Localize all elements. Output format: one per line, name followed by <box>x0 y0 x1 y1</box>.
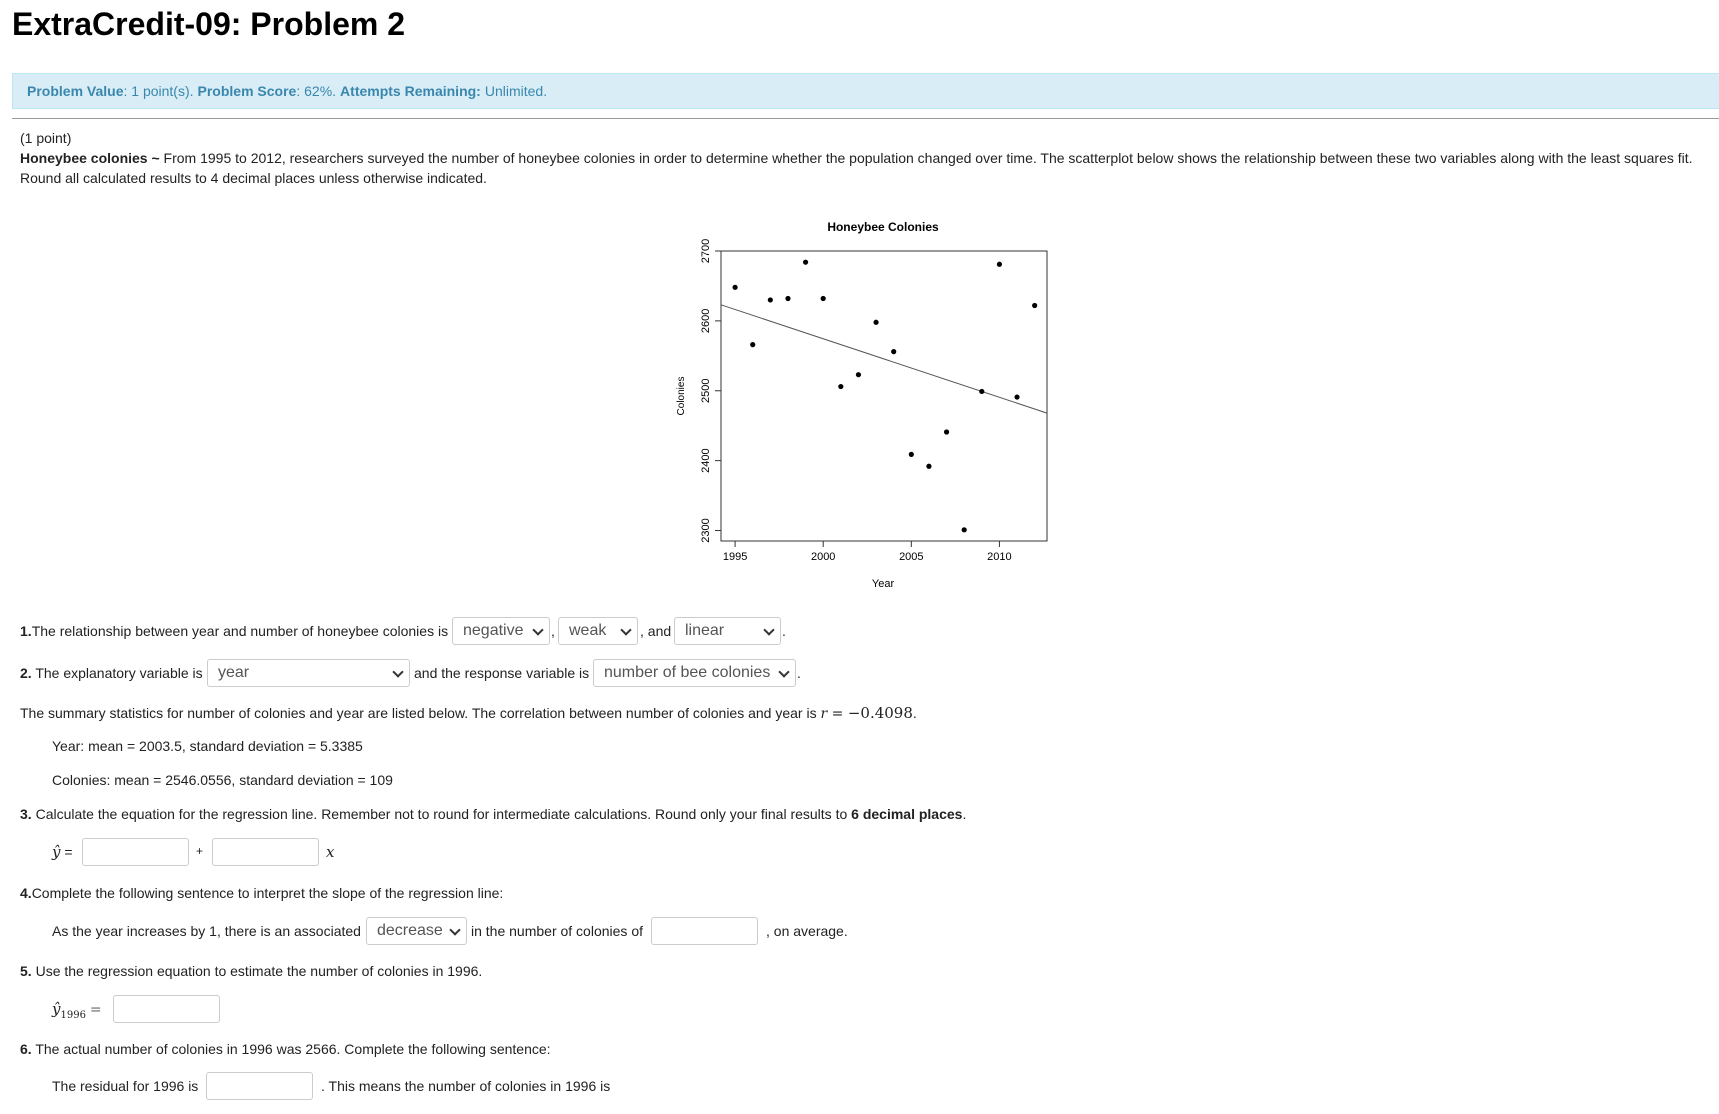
data-point <box>891 349 896 354</box>
q2-period: . <box>797 665 801 681</box>
response-variable-select[interactable] <box>593 659 796 687</box>
least-squares-line <box>721 305 1047 413</box>
chevron-down-icon <box>763 624 774 635</box>
plot-frame <box>721 251 1047 541</box>
attempts-text: Unlimited. <box>484 83 548 99</box>
problem-statement <box>20 150 1693 166</box>
data-point <box>838 384 843 389</box>
data-point <box>856 372 861 377</box>
response-variable-value: number of bee colonies <box>604 664 771 681</box>
q4-sentence-end: , on average. <box>766 923 848 939</box>
q5-year-subscript: 1996 <box>60 1009 86 1021</box>
y-tick-label: 2500 <box>700 378 712 404</box>
data-point <box>944 429 949 434</box>
summary-prompt: The summary statistics for number of colonies and year are listed below. The correlation between number of colonies and year is <box>20 705 817 721</box>
q6-number: 6. <box>20 1041 32 1057</box>
rounding-instructions: Round all calculated results to 4 decimal places unless otherwise indicated. <box>20 170 487 186</box>
correlation-symbol: r <box>820 706 828 722</box>
attempts-label: Attempts Remaining: <box>340 83 481 99</box>
q5-text <box>20 963 482 979</box>
q2-mid-text: and the response variable is <box>414 665 590 681</box>
q1-and: , and <box>640 623 672 639</box>
x-tick-label: 2005 <box>899 551 924 563</box>
data-point <box>909 452 914 457</box>
chevron-down-icon <box>620 624 631 635</box>
data-point <box>962 527 967 532</box>
q4-prompt: Complete the following sentence to interpret the slope of the regression line: <box>31 885 504 901</box>
q3-number: 3. <box>20 806 32 822</box>
prediction-1996-input[interactable] <box>113 995 220 1023</box>
q5-yhat-label <box>52 1000 102 1021</box>
data-point <box>821 296 826 301</box>
q3-yhat-label <box>52 843 73 861</box>
explanatory-variable-select[interactable] <box>207 659 410 687</box>
problem-description: From 1995 to 2012, researchers surveyed the number of honeybee colonies in order to determine whether the population changed over time. The scatterplot below shows the relationship between these two variables along with the least squares fit. <box>159 150 1693 166</box>
q4-text <box>20 885 503 901</box>
q3-equals: = <box>60 844 73 860</box>
residual-sentence-start: The residual for 1996 is <box>52 1078 199 1094</box>
data-point <box>926 464 931 469</box>
y-axis-label: Colonies <box>676 376 687 416</box>
problem-score-label: Problem Score <box>197 83 297 99</box>
q5-prompt: Use the regression equation to estimate the number of colonies in 1996. <box>31 963 483 979</box>
chevron-down-icon <box>449 924 460 935</box>
problem-score-text: : 62%. <box>296 83 337 99</box>
y-tick-label: 2300 <box>700 518 712 543</box>
q5-equals: = <box>89 1002 102 1018</box>
slope-magnitude-input[interactable] <box>651 917 758 945</box>
colonies-stats: Colonies: mean = 2546.0556, standard deviation = 109 <box>52 772 393 788</box>
q1-form-value: linear <box>685 622 725 639</box>
q3-x-variable: x <box>326 843 335 861</box>
slope-direction-select[interactable] <box>366 917 467 945</box>
q1-direction-select[interactable] <box>452 617 550 645</box>
q3-yhat-symbol: ŷ <box>52 843 61 861</box>
data-point <box>997 262 1002 267</box>
chevron-down-icon <box>778 666 789 677</box>
q2-text <box>20 665 203 681</box>
chart-title: Honeybee Colonies <box>827 220 939 234</box>
y-tick-label: 2700 <box>700 238 712 264</box>
q3-decimal-places: 6 decimal places <box>851 806 963 822</box>
intercept-input[interactable] <box>82 838 189 866</box>
q4-sentence-start: As the year increases by 1, there is an associated <box>52 923 361 939</box>
summary-text <box>20 704 917 722</box>
data-point <box>785 296 790 301</box>
q5-number: 5. <box>20 963 32 979</box>
q1-direction-value: negative <box>463 622 524 639</box>
summary-period: . <box>912 705 917 721</box>
problem-info-bar <box>12 73 1719 109</box>
q4-sentence-middle: in the number of colonies of <box>471 923 643 939</box>
page-title: ExtraCredit-09: Problem 2 <box>12 6 406 42</box>
data-point <box>750 342 755 347</box>
slope-input[interactable] <box>212 838 319 866</box>
q3-text <box>20 806 966 822</box>
residual-sentence-end: . This means the number of colonies in 1996 is <box>321 1078 611 1094</box>
q2-prompt: The explanatory variable is <box>31 665 203 681</box>
q3-plus: + <box>196 844 204 858</box>
data-point <box>1014 394 1019 399</box>
data-point <box>768 297 773 302</box>
problem-value-text: : 1 point(s). <box>123 83 194 99</box>
q6-prompt: The actual number of colonies in 1996 was 2566. Complete the following sentence: <box>31 1041 551 1057</box>
q1-strength-select[interactable] <box>558 617 638 645</box>
q1-comma: , <box>551 623 555 639</box>
points-label: (1 point) <box>20 130 72 146</box>
q5-yhat-symbol: ŷ <box>52 1000 61 1018</box>
chevron-down-icon <box>392 666 403 677</box>
slope-direction-value: decrease <box>377 922 443 939</box>
q1-number: 1. <box>20 623 32 639</box>
residual-input[interactable] <box>206 1072 313 1100</box>
x-tick-label: 2010 <box>987 551 1012 563</box>
q3-prompt: Calculate the equation for the regression line. Remember not to round for intermediate calculations. Round only your final results to <box>31 806 852 822</box>
problem-value-label: Problem Value <box>27 83 124 99</box>
data-point <box>1032 303 1037 308</box>
data-point <box>979 389 984 394</box>
x-tick-label: 1995 <box>722 551 748 563</box>
correlation-value: −0.4098 <box>847 704 913 722</box>
q1-prompt: The relationship between year and number of honeybee colonies is <box>31 623 449 639</box>
q1-text <box>20 623 448 639</box>
explanatory-variable-value: year <box>218 664 250 681</box>
divider <box>12 118 1719 119</box>
y-tick-label: 2400 <box>700 448 712 473</box>
year-stats: Year: mean = 2003.5, standard deviation = 5.3385 <box>52 738 363 754</box>
q1-form-select[interactable] <box>674 617 781 645</box>
problem-topic: Honeybee colonies ~ <box>20 150 160 166</box>
correlation-equals: = <box>827 706 848 722</box>
chevron-down-icon <box>532 624 543 635</box>
q1-period: . <box>782 623 786 639</box>
x-axis-label: Year <box>871 578 895 590</box>
honeybee-scatterplot <box>660 210 1060 600</box>
data-point <box>873 320 878 325</box>
x-tick-label: 2000 <box>810 551 836 563</box>
q1-strength-value: weak <box>569 622 607 639</box>
data-point <box>732 285 737 290</box>
data-point <box>803 260 808 265</box>
y-tick-label: 2600 <box>700 308 712 334</box>
q4-number: 4. <box>20 885 32 901</box>
q3-period: . <box>962 806 967 822</box>
q6-text <box>20 1041 551 1057</box>
q2-number: 2. <box>20 665 32 681</box>
